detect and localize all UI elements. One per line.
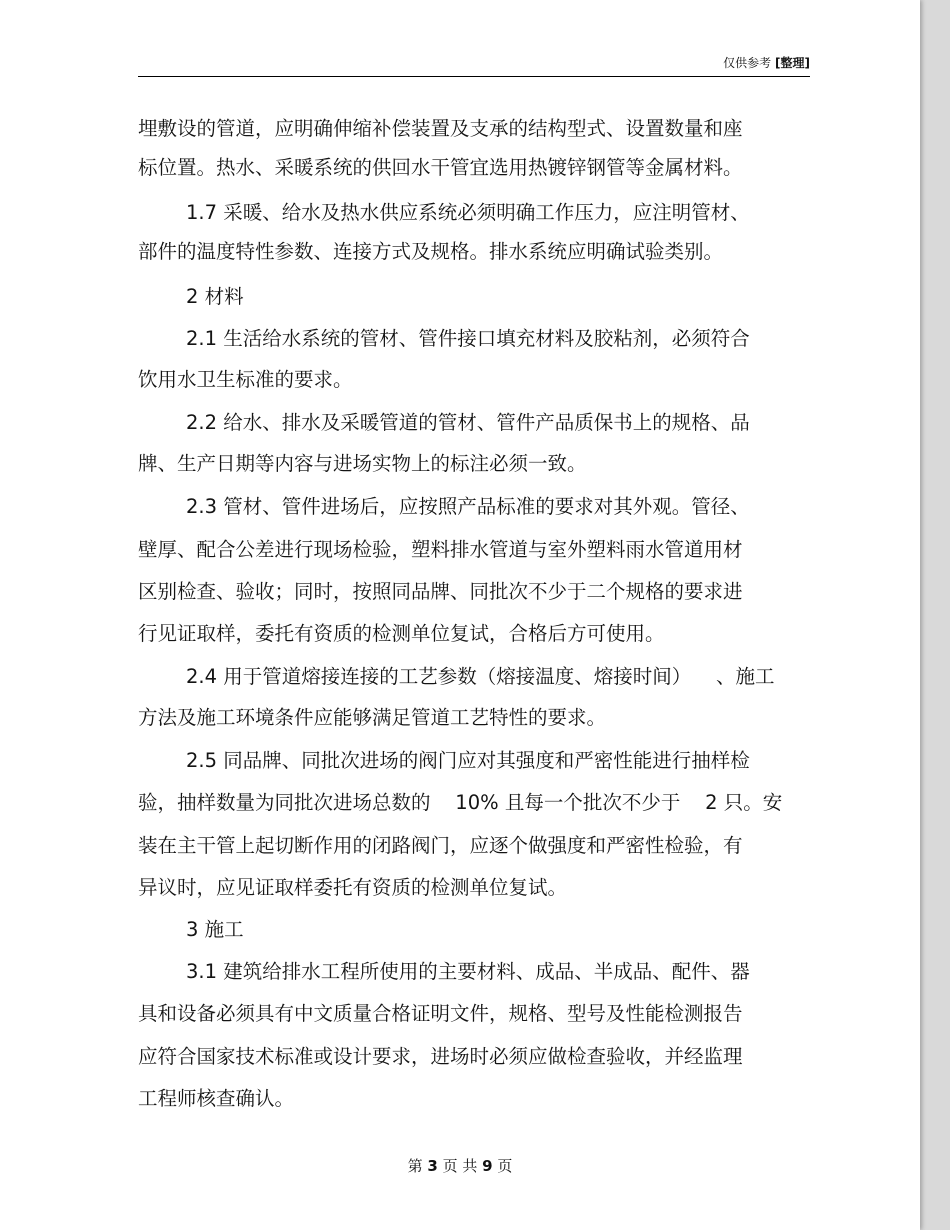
text-line: 区别检查、验收；同时，按照同品牌、同批次不少于二个规格的要求进 bbox=[138, 580, 743, 603]
text-line: 部件的温度特性参数、连接方式及规格。排水系统应明确试验类别。 bbox=[138, 240, 724, 263]
footer-middle: 页 共 bbox=[437, 1157, 483, 1175]
text-line: 2.3 管材、管件进场后，应按照产品标准的要求对其外观。管径、 bbox=[186, 495, 750, 518]
text-line: 2.2 给水、排水及采暖管道的管材、管件产品质保书上的规格、品 bbox=[186, 411, 750, 434]
text-line: 2.1 生活给水系统的管材、管件接口填充材料及胶粘剂，必须符合 bbox=[186, 327, 750, 350]
text-line: 验，抽样数量为同批次进场总数的 10% 且每一个批次不少于 2 只。安 bbox=[138, 791, 783, 814]
text-line: 埋敷设的管道，应明确伸缩补偿装置及支承的结构型式、设置数量和座 bbox=[138, 117, 743, 140]
text-line: 行见证取样，委托有资质的检测单位复试，合格后方可使用。 bbox=[138, 622, 665, 645]
text-line: 2.5 同品牌、同批次进场的阀门应对其强度和严密性能进行抽样检 bbox=[186, 749, 750, 772]
text-line: 应符合国家技术标准或设计要求，进场时必须应做检查验收，并经监理 bbox=[138, 1045, 743, 1068]
footer-prefix: 第 bbox=[407, 1157, 428, 1175]
text-line: 壁厚、配合公差进行现场检验，塑料排水管道与室外塑料雨水管道用材 bbox=[138, 538, 743, 561]
total-page-count: 9 bbox=[482, 1157, 493, 1175]
header-tag: [整理] bbox=[775, 56, 810, 70]
text-line: 饮用水卫生标准的要求。 bbox=[138, 368, 353, 391]
text-line: 牌、生产日期等内容与进场实物上的标注必须一致。 bbox=[138, 452, 587, 475]
section-heading: 3 施工 bbox=[186, 918, 244, 941]
text-line: 具和设备必须具有中文质量合格证明文件，规格、型号及性能检测报告 bbox=[138, 1002, 743, 1025]
text-line: 方法及施工环境条件应能够满足管道工艺特性的要求。 bbox=[138, 706, 607, 729]
page-header bbox=[138, 54, 810, 77]
text-line: 异议时，应见证取样委托有资质的检测单位复试。 bbox=[138, 876, 568, 899]
section-heading: 2 材料 bbox=[186, 285, 244, 308]
footer-suffix: 页 bbox=[492, 1157, 513, 1175]
current-page-number: 3 bbox=[427, 1157, 438, 1175]
text-line: 工程师核查确认。 bbox=[138, 1087, 295, 1110]
page-footer bbox=[0, 1155, 920, 1176]
header-text: 仅供参考 bbox=[723, 56, 772, 70]
text-line: 3.1 建筑给排水工程所使用的主要材料、成品、半成品、配件、器 bbox=[186, 960, 750, 983]
text-line: 2.4 用于管道熔接连接的工艺参数（熔接温度、熔接时间） 、施工 bbox=[186, 665, 775, 688]
text-line: 标位置。热水、采暖系统的供回水干管宜选用热镀锌钢管等金属材料。 bbox=[138, 156, 743, 179]
text-line: 装在主干管上起切断作用的闭路阀门，应逐个做强度和严密性检验，有 bbox=[138, 834, 743, 857]
text-line: 1.7 采暖、给水及热水供应系统必须明确工作压力，应注明管材、 bbox=[186, 201, 750, 224]
